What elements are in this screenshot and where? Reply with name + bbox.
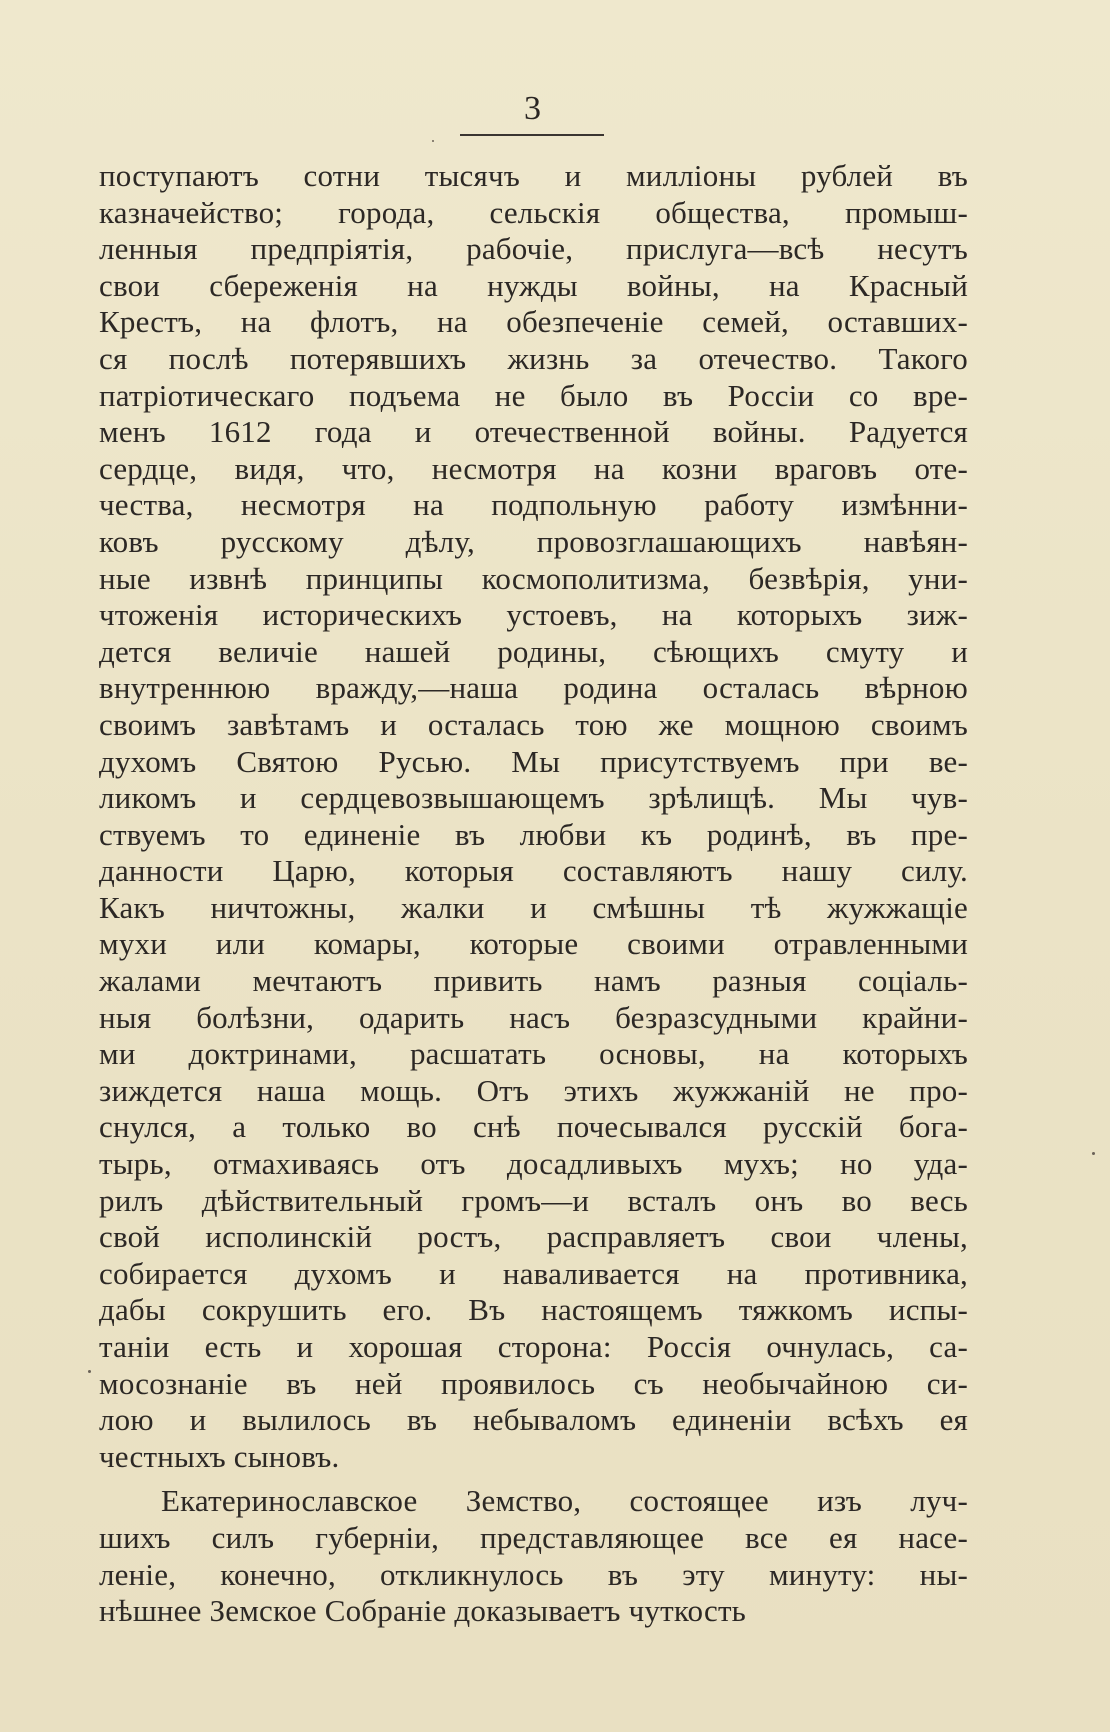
text-line: Крестъ, на флотъ, на обезпеченіе семей, оставших-: [99, 304, 968, 340]
paragraphs: [99, 158, 968, 1630]
text-line: чества, несмотря на подпольную работу измѣнни-: [99, 487, 968, 523]
text-line: свой исполинскій ростъ, расправляетъ свои члены,: [99, 1219, 968, 1255]
text-line: леніе, конечно, откликнулось въ эту минуту: ны-: [99, 1556, 968, 1592]
paragraph: [99, 1483, 968, 1629]
text-line: Какъ ничтожны, жалки и смѣшны тѣ жужжащіе: [99, 889, 968, 925]
text-line: зиждется наша мощь. Отъ этихъ жужжаній не про-: [99, 1072, 968, 1108]
text-line: нѣшнее Земское Собраніе доказываетъ чуткость: [99, 1593, 747, 1629]
text-line: тырь, отмахиваясь отъ досадливыхъ мухъ; но уда-: [99, 1146, 968, 1182]
text-line: Екатеринославское Земство, состоящее изъ луч-: [161, 1483, 968, 1519]
print-speck: [88, 1370, 91, 1373]
text-line: казначейство; города, сельскія общества, промыш-: [99, 194, 968, 230]
text-line: поступаютъ сотни тысячъ и милліоны рублей въ: [99, 158, 968, 193]
text-line: внутреннюю вражду,—наша родина осталась вѣрною: [99, 670, 968, 706]
page-number: 3: [524, 90, 541, 127]
text-line: своимъ завѣтамъ и осталась тою же мощною своимъ: [99, 706, 968, 742]
text-line: лою и вылилось въ небываломъ единеніи всѣхъ ея: [99, 1402, 968, 1438]
text-line: мосознаніе въ ней проявилось съ необычайною си-: [99, 1365, 968, 1401]
text-line: духомъ Святою Русью. Мы присутствуемъ при ве-: [99, 743, 968, 779]
text-line: собирается духомъ и наваливается на противника,: [99, 1255, 968, 1291]
print-speck: [432, 140, 434, 142]
text-line: жалами мечтаютъ привить намъ разныя соціаль-: [99, 963, 968, 999]
text-line: ковъ русскому дѣлу, провозглашающихъ навѣян-: [99, 523, 968, 559]
text-line: мухи или комары, которые своими отравленными: [99, 926, 968, 962]
header-rule: [460, 134, 604, 136]
text-line: свои сбереженія на нужды войны, на Красный: [99, 267, 968, 303]
text-line: ся послѣ потерявшихъ жизнь за отечество. Такого: [99, 340, 968, 376]
text-line: дется величіе нашей родины, сѣющихъ смуту и: [99, 633, 968, 669]
text-line: ми доктринами, расшатать основы, на которыхъ: [99, 1036, 968, 1072]
text-line: шихъ силъ губерніи, представляющее все ея насе-: [99, 1519, 968, 1555]
text-line: ные извнѣ принципы космополитизма, безвѣрія, уни-: [99, 560, 968, 596]
text-line: ликомъ и сердцевозвышающемъ зрѣлищѣ. Мы чув-: [99, 780, 968, 816]
text-line: таніи есть и хорошая сторона: Россія очнулась, са-: [99, 1329, 968, 1364]
text-line: дабы сокрушить его. Въ настоящемъ тяжкомъ испы-: [99, 1292, 968, 1328]
text-line: данности Царю, которыя составляютъ нашу силу.: [99, 853, 968, 889]
text-line: ленныя предпріятія, рабочіе, прислуга—всѣ несутъ: [99, 231, 968, 267]
body-text: [99, 158, 968, 1630]
text-line: патріотическаго подъема не было въ Россіи со вре-: [99, 377, 968, 413]
text-line: снулся, а только во снѣ почесывался русскій бога-: [99, 1109, 968, 1145]
paragraph: [99, 158, 968, 1475]
text-line: рилъ дѣйствительный громъ—и всталъ онъ во весь: [99, 1182, 968, 1218]
paragraph-gap: [99, 1475, 968, 1483]
text-line: честныхъ сыновъ.: [99, 1438, 340, 1474]
print-speck: [1092, 1152, 1095, 1155]
text-line: менъ 1612 года и отечественной войны. Радуется: [99, 414, 968, 450]
text-line: сердце, видя, что, несмотря на козни враговъ оте-: [99, 450, 968, 486]
text-line: чтоженія историческихъ устоевъ, на которыхъ зиж-: [99, 597, 968, 633]
text-line: ныя болѣзни, одарить насъ безразсудными крайни-: [99, 999, 968, 1035]
text-line: ствуемъ то единеніе въ любви къ родинѣ, въ пре-: [99, 816, 968, 852]
